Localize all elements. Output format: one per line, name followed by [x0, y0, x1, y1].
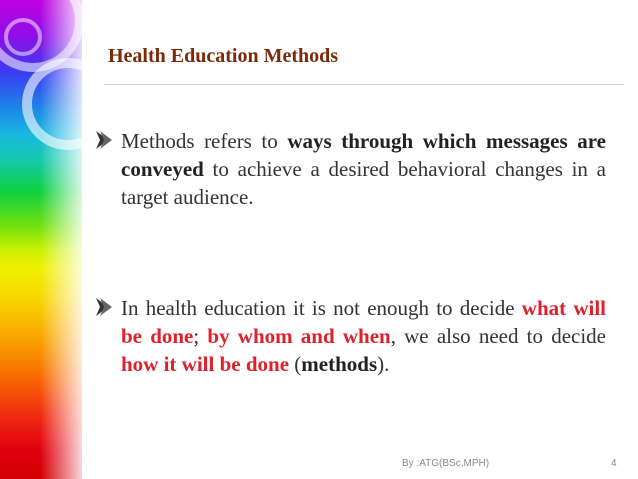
bullet-text-segment: In health education it is not enough to decide [121, 296, 522, 320]
decorative-ring [4, 18, 42, 56]
page-number: 4 [611, 458, 617, 469]
bullet-text-segment: to achieve a desired behavioral changes in a target audience. [121, 157, 606, 209]
bullet-text-red-emphasis: by whom and when [207, 324, 391, 348]
title-divider [104, 84, 624, 85]
bullet-text-red-emphasis: what will be done [121, 296, 606, 348]
bullet-text-emphasis: ways through which messages are conveyed [121, 129, 606, 181]
bullet-text-segment: , we also need to decide [390, 324, 606, 348]
arrow-bullet-icon [94, 296, 114, 318]
bullet-text-emphasis: methods [301, 352, 378, 376]
bullet-text-segment: ( [289, 352, 302, 376]
bullet-item [94, 294, 606, 378]
arrow-bullet-icon [94, 129, 114, 151]
bullet-text-segment: Methods refers to [121, 129, 288, 153]
rainbow-fade [40, 0, 90, 479]
bullet-text-segment: ; [193, 324, 208, 348]
slide-title: Health Education Methods [108, 45, 339, 67]
footer-author: By :ATG(BSc,MPH) [402, 458, 490, 469]
bullet-text-segment: ). [377, 352, 390, 376]
bullet-text-red-emphasis: how it will be done [121, 352, 290, 376]
bullet-item [94, 127, 606, 211]
